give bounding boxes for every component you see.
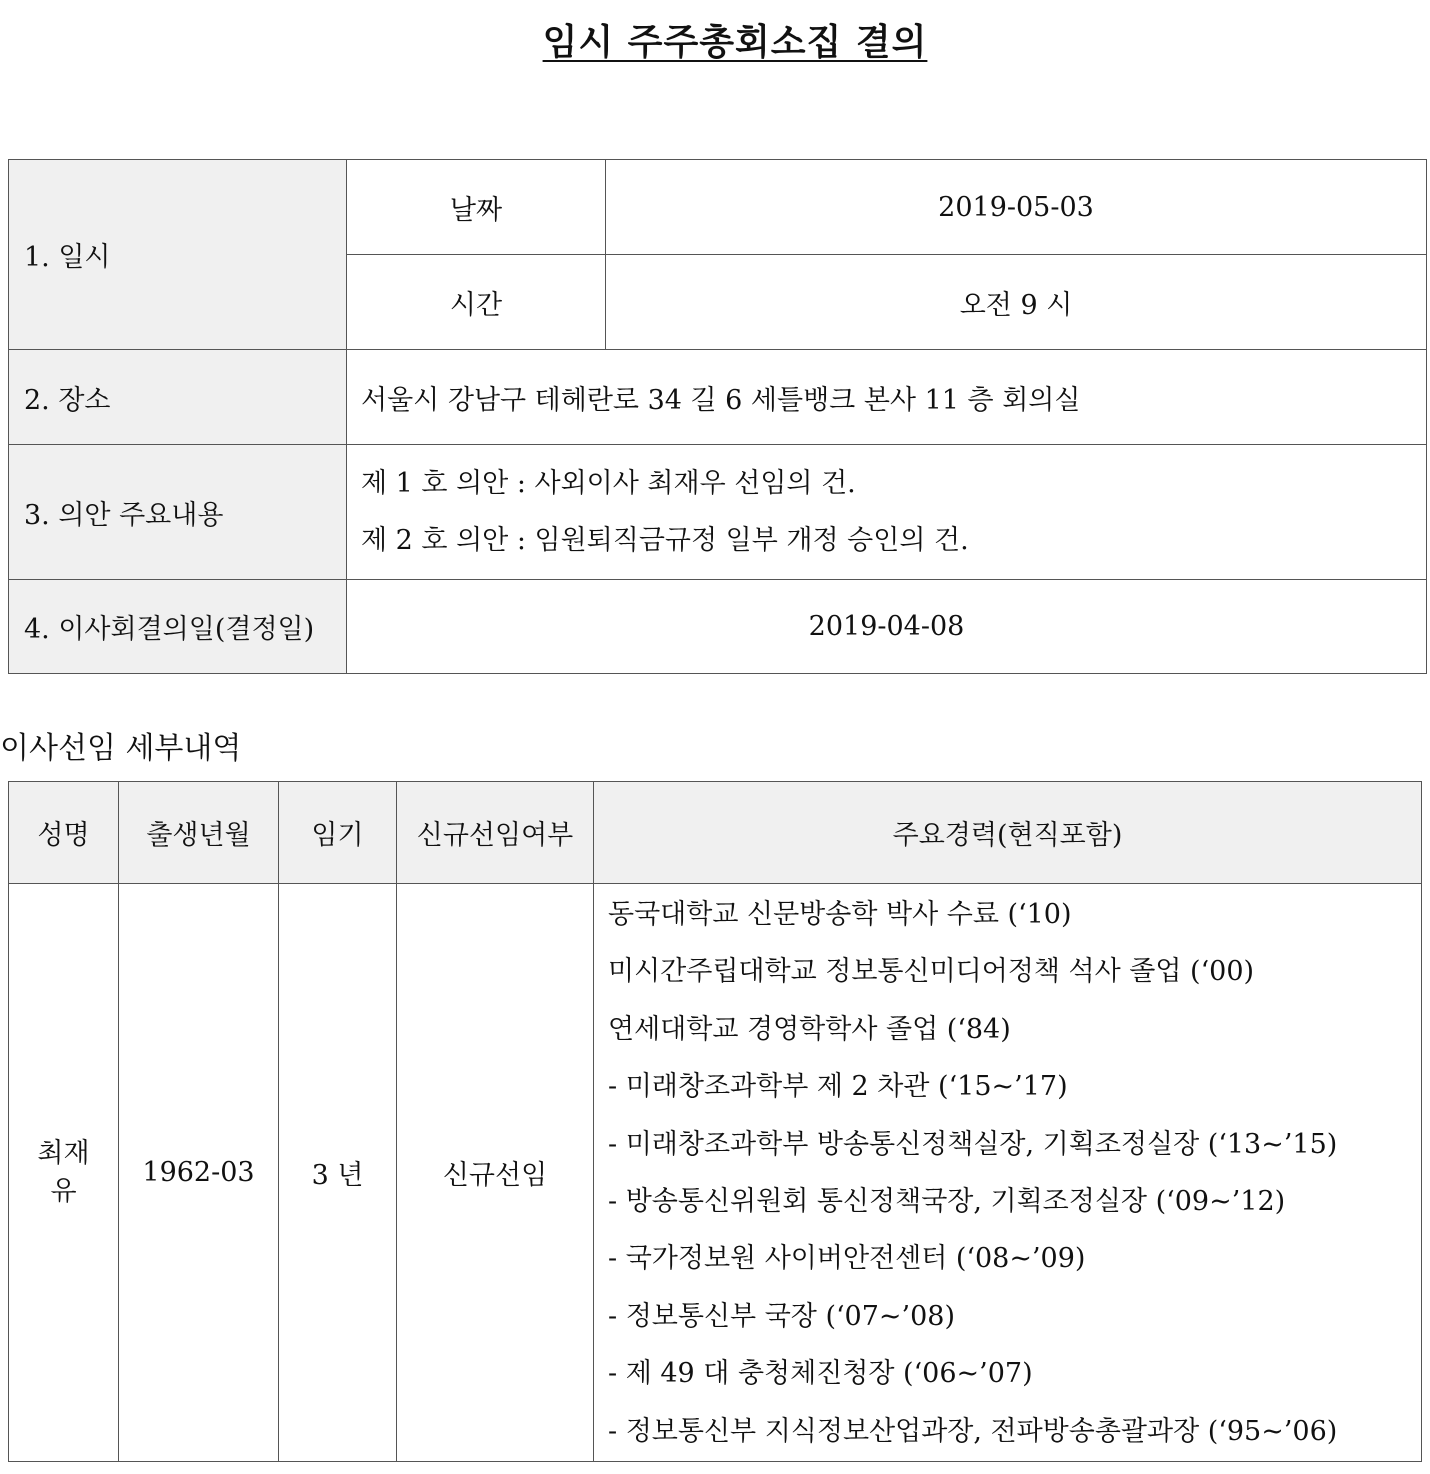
career-item: 연세대학교 경영학학사 졸업 (‘84) <box>608 1013 1011 1045</box>
time-label: 시간 <box>347 255 606 350</box>
header-birth: 출생년월 <box>119 782 279 884</box>
career-item: 동국대학교 신문방송학 박사 수료 (‘10) <box>608 899 1072 930</box>
board-decision-label: 4. 이사회결의일(결정일) <box>9 580 347 674</box>
director-term: 3 년 <box>279 884 397 1462</box>
agenda-item: 제 2 호 의안 : 임원퇴직금규정 일부 개정 승인의 건. <box>361 525 969 556</box>
place-value: 서울시 강남구 테헤란로 34 길 6 세틀뱅크 본사 11 층 회의실 <box>347 350 1427 445</box>
career-item: - 정보통신부 국장 (‘07~’08) <box>608 1300 956 1332</box>
director-birth: 1962-03 <box>119 884 279 1462</box>
date-value: 2019-05-03 <box>606 160 1427 255</box>
director-career <box>594 884 1422 1462</box>
time-value: 오전 9 시 <box>606 255 1427 350</box>
section-title: 이사선임 세부내역 <box>0 731 242 766</box>
career-item: - 미래창조과학부 제 2 차관 (‘15~’17) <box>608 1071 1068 1103</box>
director-name <box>9 884 119 1462</box>
header-new-appointment: 신규선임여부 <box>397 782 594 884</box>
header-name: 성명 <box>9 782 119 884</box>
director-new-appointment: 신규선임 <box>397 884 594 1462</box>
header-career: 주요경력(현직포함) <box>594 782 1422 884</box>
career-item: - 제 49 대 충청체진청장 (‘06~’07) <box>608 1358 1033 1390</box>
document-title <box>0 14 1430 65</box>
meeting-info-table <box>8 159 1427 674</box>
document-title-text: 임시 주주총회소집 결의 <box>542 21 928 63</box>
header-term: 임기 <box>279 782 397 884</box>
place-label: 2. 장소 <box>9 350 347 445</box>
director-table-header <box>9 782 1422 884</box>
director-name-line: 유 <box>50 1175 77 1207</box>
board-decision-value: 2019-04-08 <box>347 580 1427 674</box>
director-table <box>8 781 1422 1462</box>
career-item: - 미래창조과학부 방송통신정책실장, 기획조정실장 (‘13~’15) <box>608 1128 1338 1160</box>
agenda-item: 제 1 호 의안 : 사외이사 최재우 선임의 건. <box>361 468 856 499</box>
director-name-line: 최재 <box>37 1137 90 1169</box>
agenda-label: 3. 의안 주요내용 <box>9 445 347 580</box>
table-row <box>9 884 1422 1462</box>
agenda-value <box>347 445 1427 580</box>
career-item: - 방송통신위원회 통신정책국장, 기획조정실장 (‘09~’12) <box>608 1186 1286 1218</box>
career-item: 미시간주립대학교 정보통신미디어정책 석사 졸업 (‘00) <box>608 956 1255 988</box>
datetime-label: 1. 일시 <box>9 160 347 350</box>
career-item: - 정보통신부 지식정보산업과장, 전파방송총괄과장 (‘95~’06) <box>608 1415 1338 1447</box>
date-label: 날짜 <box>347 160 606 255</box>
career-item: - 국가정보원 사이버안전센터 (‘08~’09) <box>608 1243 1086 1275</box>
